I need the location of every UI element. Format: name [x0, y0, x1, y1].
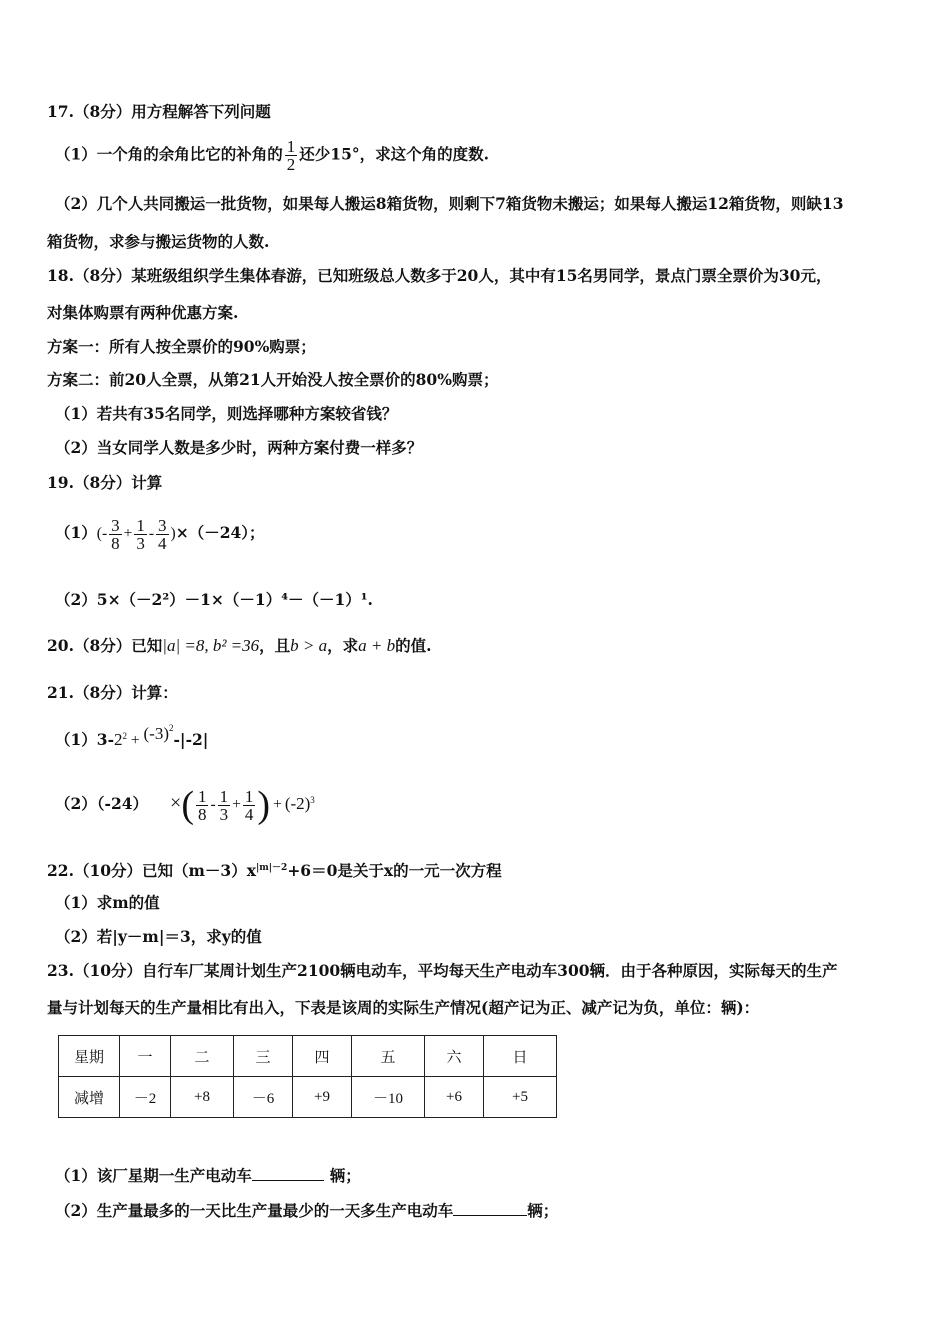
- q17-title: 17.（8分）用方程解答下列问题: [47, 102, 271, 121]
- q21-frac1: [196, 788, 209, 823]
- q21-part1-label: （1）3-: [55, 730, 115, 750]
- table-cell: 六: [425, 1036, 484, 1077]
- q19-title: 19.（8分）计算: [47, 473, 163, 492]
- q17-frac-den: 2: [286, 155, 296, 174]
- q20-mid: ，且: [259, 636, 291, 655]
- q21-big-open-paren: (: [181, 784, 194, 827]
- table-cell: +6: [425, 1077, 484, 1118]
- q20-inequality: b > a: [290, 636, 328, 655]
- q22-exponent: |m|－2: [255, 863, 288, 873]
- table-cell: 二: [171, 1036, 234, 1077]
- q21-minus: -: [210, 796, 216, 814]
- q19-part1-label: （1）: [55, 523, 97, 542]
- q21-part2-label: （2）（-24）: [55, 794, 149, 814]
- q21-base: 2: [114, 730, 123, 750]
- q21-frac2: [218, 788, 231, 823]
- q21-exp1: 2: [122, 731, 128, 741]
- q21-plus3: +: [273, 796, 282, 814]
- q20-suffix: 的值.: [395, 636, 432, 655]
- q23-sub2-post: 辆；: [527, 1201, 559, 1220]
- q21-paren-neg2: (-2): [284, 794, 311, 814]
- q21-frac1-num: 1: [197, 786, 207, 806]
- q21-title: 21.（8分）计算：: [47, 683, 178, 702]
- table-cell: +5: [484, 1077, 557, 1118]
- q23-line2: 量与计划每天的生产量相比有出入，下表是该周的实际生产情况(超产记为正、减产记为负，单位：辆)：: [47, 998, 760, 1017]
- q19-frac1: [109, 517, 122, 552]
- q21-times: ×: [170, 792, 182, 815]
- table-cell: －2: [120, 1077, 171, 1118]
- q21-frac3-num: 1: [244, 786, 254, 806]
- q19-part1-tail: ×（－24）；: [175, 523, 265, 542]
- q23-sub2-pre: （2）生产量最多的一天比生产量最少的一天多生产电动车: [55, 1201, 454, 1220]
- table-cell: －10: [352, 1077, 425, 1118]
- q22-sub1: （1）求m的值: [55, 893, 160, 912]
- q22-pre: 22.（10分）已知（m－3）x: [47, 861, 256, 881]
- q22-line: [47, 858, 502, 881]
- q21-plus: +: [127, 732, 144, 750]
- q17-part1-prefix: （1）一个角的余角比它的补角的: [55, 144, 283, 164]
- q21-exp2: 2: [169, 723, 174, 733]
- q23-sub2: [55, 1201, 558, 1221]
- table-row: [59, 1077, 557, 1118]
- q19-part1: [55, 513, 265, 554]
- q20-condition: |a| =8, b² =36: [162, 636, 260, 655]
- table-cell: 日: [484, 1036, 557, 1077]
- q22-post: +6＝0是关于x的一元一次方程: [287, 861, 502, 881]
- q19-frac2: [134, 517, 147, 552]
- q17-part2-line1: （2）几个人共同搬运一批货物，如果每人搬运8箱货物，则剩下7箱货物未搬运；如果每人搬运12箱货物，则缺13: [55, 194, 844, 213]
- q23-sub1: [55, 1166, 361, 1186]
- q23-sub1-pre: （1）该厂星期一生产电动车: [55, 1166, 252, 1185]
- q18-line2: 对集体购票有两种优惠方案.: [47, 303, 239, 322]
- q22-sub2: （2）若|y－m|＝3，求y的值: [55, 927, 262, 946]
- q21-part1-tail: -|-2|: [173, 730, 209, 750]
- q17-part1: [55, 138, 489, 173]
- q19-frac2-num: 1: [136, 515, 145, 535]
- q18-sub1: （1）若共有35名同学，则选择哪种方案较省钱？: [55, 404, 398, 423]
- q17-frac-num: 1: [286, 137, 296, 156]
- q21-part1: [55, 723, 209, 751]
- q20-line: [47, 636, 432, 656]
- q19-frac3: [156, 517, 169, 552]
- q19-plus: +: [123, 525, 133, 542]
- q20-prefix: 20.（8分）已知: [47, 636, 163, 655]
- q23-sub2-answer-blank[interactable]: [453, 1201, 527, 1216]
- q21-frac2-num: 1: [219, 786, 229, 806]
- q21-frac2-den: 3: [219, 804, 229, 824]
- table-cell: 星期: [59, 1036, 120, 1077]
- q17-part1-suffix: 还少15°，求这个角的度数.: [299, 144, 490, 164]
- q18-plan2: 方案二：前20人全票，从第21人开始没人按全票价的80%购票；: [47, 370, 499, 389]
- q21-part2: [55, 778, 315, 827]
- q18-sub2: （2）当女同学人数是多少时，两种方案付费一样多？: [55, 438, 423, 457]
- table-cell: +8: [171, 1077, 234, 1118]
- table-cell: +9: [293, 1077, 352, 1118]
- q21-plus2: +: [232, 796, 241, 814]
- table-cell: 一: [120, 1036, 171, 1077]
- q17-part2-line2: 箱货物，求参与搬运货物的人数.: [47, 232, 270, 251]
- q23-sub1-post: 辆；: [329, 1166, 361, 1185]
- q21-frac1-den: 8: [197, 804, 207, 824]
- q21-exp3: 3: [310, 795, 315, 805]
- q18-line1: 18.（8分）某班级组织学生集体春游，已知班级总人数多于20人，其中有15名男同学，景点门票全票价为30元，: [47, 266, 832, 285]
- q19-close-paren: ): [170, 525, 176, 542]
- q19-frac3-num: 3: [158, 515, 167, 535]
- q19-frac2-den: 3: [136, 533, 145, 553]
- q19-open-paren: (-: [96, 525, 108, 542]
- q23-line1: 23.（10分）自行车厂某周计划生产2100辆电动车，平均每天生产电动车300辆．由于各种原因，实际每天的生产: [47, 961, 838, 980]
- q19-frac3-den: 4: [158, 533, 167, 553]
- q17-fraction-half: [285, 138, 298, 173]
- q23-sub1-answer-blank[interactable]: [252, 1166, 324, 1181]
- q18-plan1: 方案一：所有人按全票价的90%购票；: [47, 337, 316, 356]
- q20-mid2: ，求: [327, 636, 359, 655]
- q21-frac3: [243, 788, 256, 823]
- table-header-row: [59, 1036, 557, 1077]
- production-table: [58, 1035, 557, 1118]
- q19-part2: （2）5×（－2²）－1×（－1）⁴－（－1）¹.: [55, 590, 373, 609]
- q21-paren-neg3: (-3): [143, 724, 169, 744]
- table-cell: 减增: [59, 1077, 120, 1118]
- q19-minus: -: [148, 525, 155, 542]
- table-cell: －6: [234, 1077, 293, 1118]
- q19-frac1-num: 3: [111, 515, 120, 535]
- q19-frac1-den: 8: [111, 533, 120, 553]
- table-cell: 四: [293, 1036, 352, 1077]
- q21-big-close-paren: ): [257, 784, 271, 827]
- q21-frac3-den: 4: [244, 804, 254, 824]
- table-cell: 三: [234, 1036, 293, 1077]
- table-cell: 五: [352, 1036, 425, 1077]
- q20-expression: a + b: [358, 636, 396, 655]
